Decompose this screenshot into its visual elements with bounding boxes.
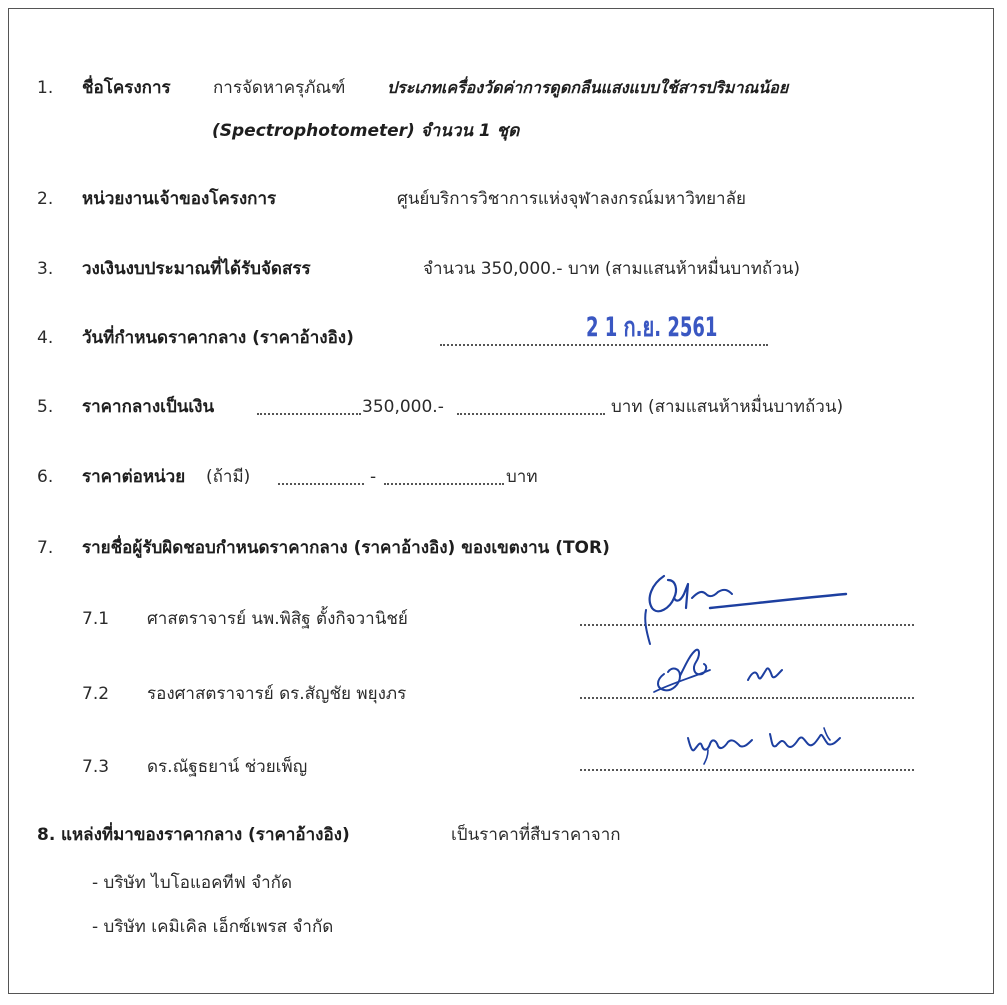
signature-3-image bbox=[684, 720, 854, 770]
date-stamp: 2 1 ก.ย. 2561 bbox=[586, 310, 718, 343]
item6-suffix: บาท bbox=[506, 467, 538, 487]
item6-note: (ถ้ามี) bbox=[206, 467, 251, 487]
item7-1-number: 7.1 bbox=[82, 609, 110, 629]
item1-project-name-line1: ประเภทเครื่องวัดค่าการดูดกลืนแสงแบบใช้สารปริมาณน้อย bbox=[387, 78, 789, 97]
item8-text: เป็นราคาที่สืบราคาจาก bbox=[451, 825, 621, 845]
item1-label: ชื่อโครงการ bbox=[82, 78, 171, 98]
item7-number: 7. bbox=[37, 538, 54, 558]
item7-2-number: 7.2 bbox=[82, 684, 110, 704]
item1-number: 1. bbox=[37, 78, 54, 98]
item2-number: 2. bbox=[37, 189, 54, 209]
item5-suffix: บาท (สามแสนห้าหมื่นบาทถ้วน) bbox=[611, 397, 844, 417]
item7-label: รายชื่อผู้รับผิดชอบกำหนดราคากลาง (ราคาอ้างอิง) ของเขตงาน (TOR) bbox=[82, 538, 610, 558]
item5-dotted-line-right bbox=[457, 413, 605, 415]
item4-number: 4. bbox=[37, 328, 54, 348]
item4-label: วันที่กำหนดราคากลาง (ราคาอ้างอิง) bbox=[82, 328, 354, 348]
item2-value: ศูนย์บริการวิชาการแห่งจุฬาลงกรณ์มหาวิทยาลัย bbox=[397, 189, 746, 209]
item6-value: - bbox=[370, 467, 377, 487]
signature-2-image bbox=[650, 640, 820, 700]
item7-2-name: รองศาสตราจารย์ ดร.สัญชัย พยุงภร bbox=[147, 684, 407, 704]
item8-number: 8. bbox=[37, 825, 56, 845]
item3-label: วงเงินงบประมาณที่ได้รับจัดสรร bbox=[82, 259, 311, 279]
item7-3-name: ดร.ณัฐธยาน์ ช่วยเพ็ญ bbox=[147, 757, 308, 777]
item7-1-name: ศาสตราจารย์ นพ.พิสิฐ ตั้งกิจวานิชย์ bbox=[147, 609, 408, 629]
item6-label: ราคาต่อหน่วย bbox=[82, 467, 186, 487]
document-border bbox=[8, 8, 994, 994]
item5-label: ราคากลางเป็นเงิน bbox=[82, 397, 215, 417]
source-2: - บริษัท เคมิเคิล เอ็กซ์เพรส จำกัด bbox=[92, 917, 334, 937]
item6-number: 6. bbox=[37, 467, 54, 487]
item3-number: 3. bbox=[37, 259, 54, 279]
item2-label: หน่วยงานเจ้าของโครงการ bbox=[82, 189, 277, 209]
item5-number: 5. bbox=[37, 397, 54, 417]
item8-label: แหล่งที่มาของราคากลาง (ราคาอ้างอิง) bbox=[61, 825, 350, 845]
item5-dotted-line-left bbox=[257, 413, 361, 415]
item5-value: 350,000.- bbox=[362, 397, 444, 417]
item1-project-name-line2: (Spectrophotometer) จำนวน 1 ชุด bbox=[212, 121, 520, 141]
signature-1-image bbox=[640, 568, 850, 648]
source-1: - บริษัท ไบโอแอคทีฟ จำกัด bbox=[92, 873, 292, 893]
item3-value: จำนวน 350,000.- บาท (สามแสนห้าหมื่นบาทถ้วน) bbox=[423, 259, 801, 279]
item7-3-number: 7.3 bbox=[82, 757, 110, 777]
item1-text: การจัดหาครุภัณฑ์ bbox=[213, 78, 346, 98]
item6-dotted-line-left bbox=[278, 483, 364, 485]
item6-dotted-line-right bbox=[384, 483, 504, 485]
